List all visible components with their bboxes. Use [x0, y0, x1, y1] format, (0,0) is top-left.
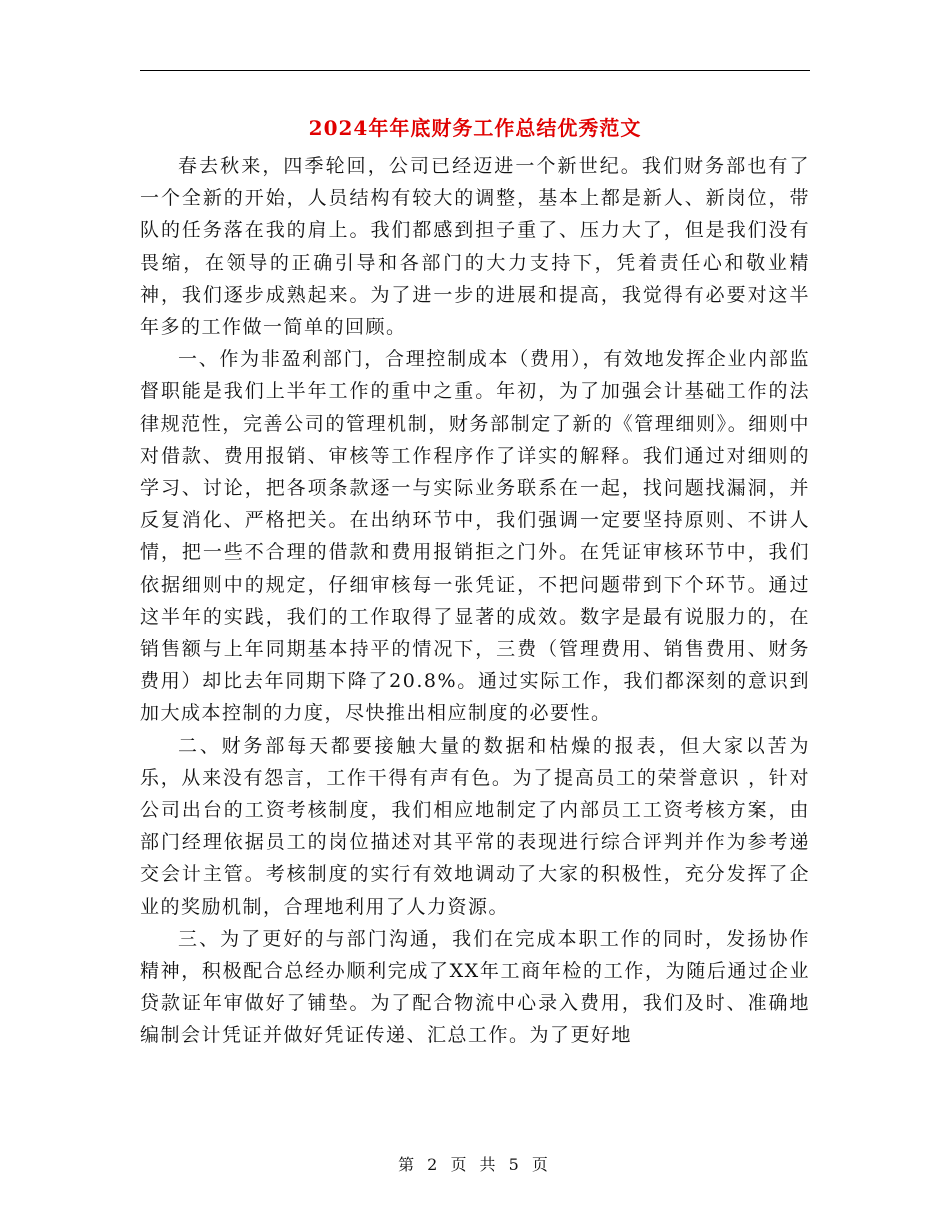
- paragraph-section-1: 一、作为非盈利部门，合理控制成本（费用），有效地发挥企业内部监督职能是我们上半年工作的重中之重。年初，为了加强会计基础工作的法律规范性，完善公司的管理机制，财务部制定了新的《管理细则》。细则中对借款、费用报销、审核等工作程序作了详实的解释。我们通过对细则的学习、讨论，把各项条款逐一与实际业务联系在一起，找问题找漏洞，并反复消化、严格把关。在出纳环节中，我们强调一定要坚持原则、不讲人情，把一些不合理的借款和费用报销拒之门外。在凭证审核环节中，我们依据细则中的规定，仔细审核每一张凭证，不把问题带到下个环节。通过这半年的实践，我们的工作取得了显著的成效。数字是最有说服力的，在销售额与上年同期基本持平的情况下，三费（管理费用、销售费用、财务费用）却比去年同期下降了20.8%。通过实际工作，我们都深刻的意识到加大成本控制的力度，尽快推出相应制度的必要性。: [140, 348, 810, 725]
- page-number-footer: 第 2 页 共 5 页: [398, 1155, 552, 1174]
- document-title: 2024年年底财务工作总结优秀范文: [308, 116, 642, 140]
- paragraph-intro: 春去秋来，四季轮回，公司已经迈进一个新世纪。我们财务部也有了一个全新的开始，人员结构有较大的调整，基本上都是新人、新岗位，带队的任务落在我的肩上。我们都感到担子重了、压力大了，但是我们没有畏缩，在领导的正确引导和各部门的大力支持下，凭着责任心和敬业精神，我们逐步成熟起来。为了进一步的进展和提高，我觉得有必要对这半年多的工作做一简单的回顾。: [140, 155, 810, 339]
- document-body: [140, 150, 810, 1052]
- paragraph-section-3: 三、为了更好的与部门沟通，我们在完成本职工作的同时，发扬协作精神，积极配合总经办顺利完成了XX年工商年检的工作，为随后通过企业贷款证年审做好了铺垫。为了配合物流中心录入费用，我们及时、准确地编制会计凭证并做好凭证传递、汇总工作。为了更好地: [140, 927, 810, 1047]
- header-rule: [140, 70, 810, 71]
- paragraph-section-2: 二、财务部每天都要接触大量的数据和枯燥的报表，但大家以苦为乐，从来没有怨言，工作干得有声有色。为了提高员工的荣誉意识 ，针对公司出台的工资考核制度，我们相应地制定了内部员工工资考核方案，由部门经理依据员工的岗位描述对其平常的表现进行综合评判并作为参考递交会计主管。考核制度的实行有效地调动了大家的积极性，充分发挥了企业的奖励机制，合理地利用了人力资源。: [140, 734, 810, 918]
